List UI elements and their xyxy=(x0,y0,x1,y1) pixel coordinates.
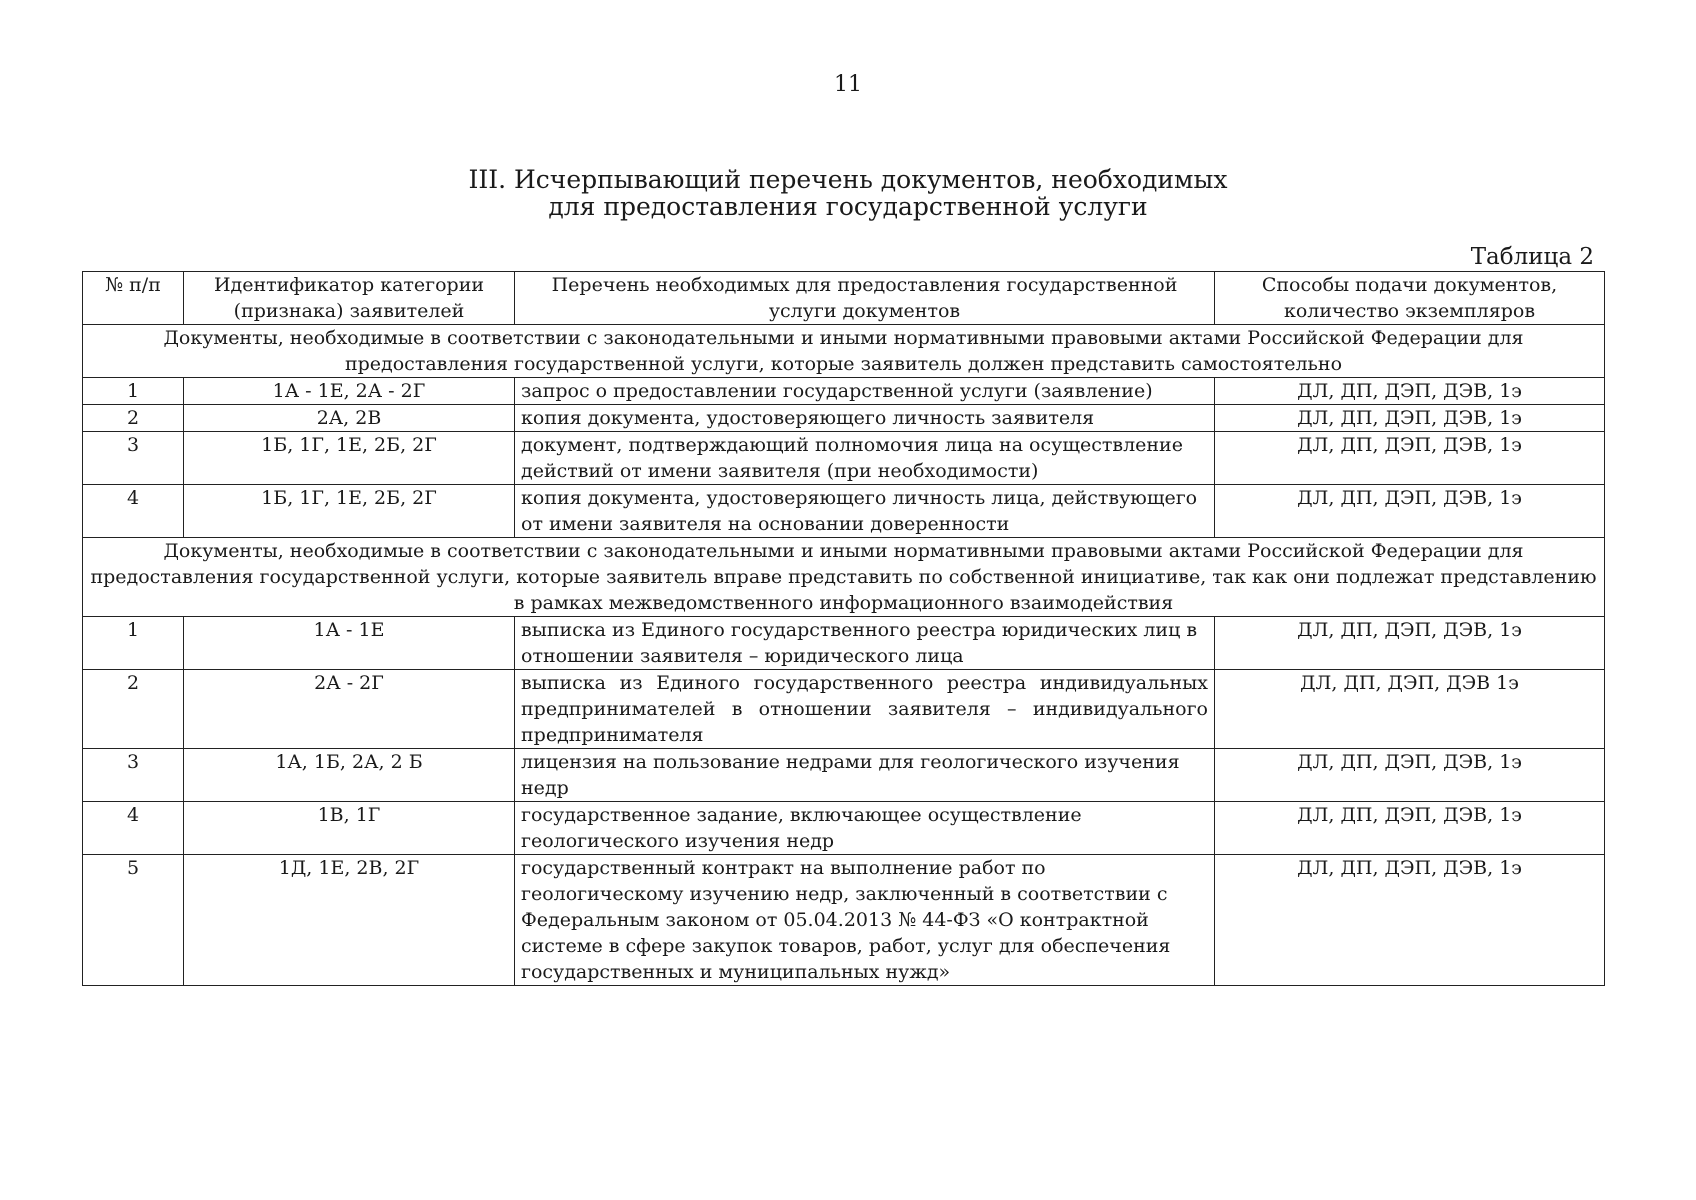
row-category: 1Д, 1Е, 2В, 2Г xyxy=(184,855,515,986)
row-document: копия документа, удостоверяющего личность заявителя xyxy=(515,405,1215,432)
row-num: 2 xyxy=(83,670,184,749)
table-header-row xyxy=(83,272,1605,325)
section-1-title: Документы, необходимые в соответствии с законодательными и иными нормативными правовыми актами Российской Федерации для предоставления государственной услуги, которые заявитель должен представить самостоятельно xyxy=(83,325,1605,378)
table-row xyxy=(83,749,1605,802)
row-category: 1Б, 1Г, 1Е, 2Б, 2Г xyxy=(184,432,515,485)
table-row xyxy=(83,670,1605,749)
row-methods: ДЛ, ДП, ДЭП, ДЭВ, 1э xyxy=(1215,802,1605,855)
row-num: 4 xyxy=(83,485,184,538)
section-heading-row xyxy=(83,325,1605,378)
row-category: 1А - 1Е, 2А - 2Г xyxy=(184,378,515,405)
table-row xyxy=(83,802,1605,855)
table-row xyxy=(83,432,1605,485)
row-num: 4 xyxy=(83,802,184,855)
row-document: копия документа, удостоверяющего личность лица, действующего от имени заявителя на основании доверенности xyxy=(515,485,1215,538)
header-methods: Способы подачи документов, количество экземпляров xyxy=(1215,272,1605,325)
section-title-line-2: для предоставления государственной услуги xyxy=(548,192,1148,221)
table-row xyxy=(83,378,1605,405)
row-document: лицензия на пользование недрами для геологического изучения недр xyxy=(515,749,1215,802)
row-methods: ДЛ, ДП, ДЭП, ДЭВ, 1э xyxy=(1215,378,1605,405)
section-title-line-1: III. Исчерпывающий перечень документов, необходимых xyxy=(468,165,1228,194)
row-methods: ДЛ, ДП, ДЭП, ДЭВ, 1э xyxy=(1215,749,1605,802)
row-category: 2А, 2В xyxy=(184,405,515,432)
row-num: 3 xyxy=(83,432,184,485)
row-category: 1А, 1Б, 2А, 2 Б xyxy=(184,749,515,802)
row-num: 1 xyxy=(83,378,184,405)
row-category: 1А - 1Е xyxy=(184,617,515,670)
row-document: государственное задание, включающее осуществление геологического изучения недр xyxy=(515,802,1215,855)
row-num: 3 xyxy=(83,749,184,802)
row-document: документ, подтверждающий полномочия лица на осуществление действий от имени заявителя (при необходимости) xyxy=(515,432,1215,485)
row-document: выписка из Единого государственного реестра индивидуальных предпринимателей в отношении заявителя – индивидуального предпринимателя xyxy=(515,670,1215,749)
row-methods: ДЛ, ДП, ДЭП, ДЭВ 1э xyxy=(1215,670,1605,749)
row-num: 1 xyxy=(83,617,184,670)
row-methods: ДЛ, ДП, ДЭП, ДЭВ, 1э xyxy=(1215,485,1605,538)
header-category: Идентификатор категории (признака) заявителей xyxy=(184,272,515,325)
row-num: 5 xyxy=(83,855,184,986)
table-row xyxy=(83,405,1605,432)
table-label: Таблица 2 xyxy=(1470,244,1594,270)
row-methods: ДЛ, ДП, ДЭП, ДЭВ, 1э xyxy=(1215,432,1605,485)
section-title xyxy=(0,166,1696,220)
row-document: выписка из Единого государственного реестра юридических лиц в отношении заявителя – юридического лица xyxy=(515,617,1215,670)
row-document: государственный контракт на выполнение работ по геологическому изучению недр, заключенный в соответствии с Федеральным законом от 05.04.2013 № 44-ФЗ «О контрактной системе в сфере закупок товаров, работ, услуг для обеспечения государственных и муниципальных нужд» xyxy=(515,855,1215,986)
row-category: 2А - 2Г xyxy=(184,670,515,749)
row-methods: ДЛ, ДП, ДЭП, ДЭВ, 1э xyxy=(1215,405,1605,432)
row-methods: ДЛ, ДП, ДЭП, ДЭВ, 1э xyxy=(1215,855,1605,986)
documents-table xyxy=(82,271,1605,986)
header-num: № п/п xyxy=(83,272,184,325)
section-heading-row xyxy=(83,538,1605,617)
row-category: 1В, 1Г xyxy=(184,802,515,855)
row-methods: ДЛ, ДП, ДЭП, ДЭВ, 1э xyxy=(1215,617,1605,670)
row-num: 2 xyxy=(83,405,184,432)
table-row xyxy=(83,485,1605,538)
page-number: 11 xyxy=(834,72,862,97)
table-row xyxy=(83,855,1605,986)
row-category: 1Б, 1Г, 1Е, 2Б, 2Г xyxy=(184,485,515,538)
header-documents: Перечень необходимых для предоставления государственной услуги документов xyxy=(515,272,1215,325)
row-document: запрос о предоставлении государственной услуги (заявление) xyxy=(515,378,1215,405)
table-row xyxy=(83,617,1605,670)
section-2-title: Документы, необходимые в соответствии с законодательными и иными нормативными правовыми актами Российской Федерации для предоставления государственной услуги, которые заявитель вправе представить по собственной инициативе, так как они подлежат представлению в рамках межведомственного информационного взаимодействия xyxy=(83,538,1605,617)
